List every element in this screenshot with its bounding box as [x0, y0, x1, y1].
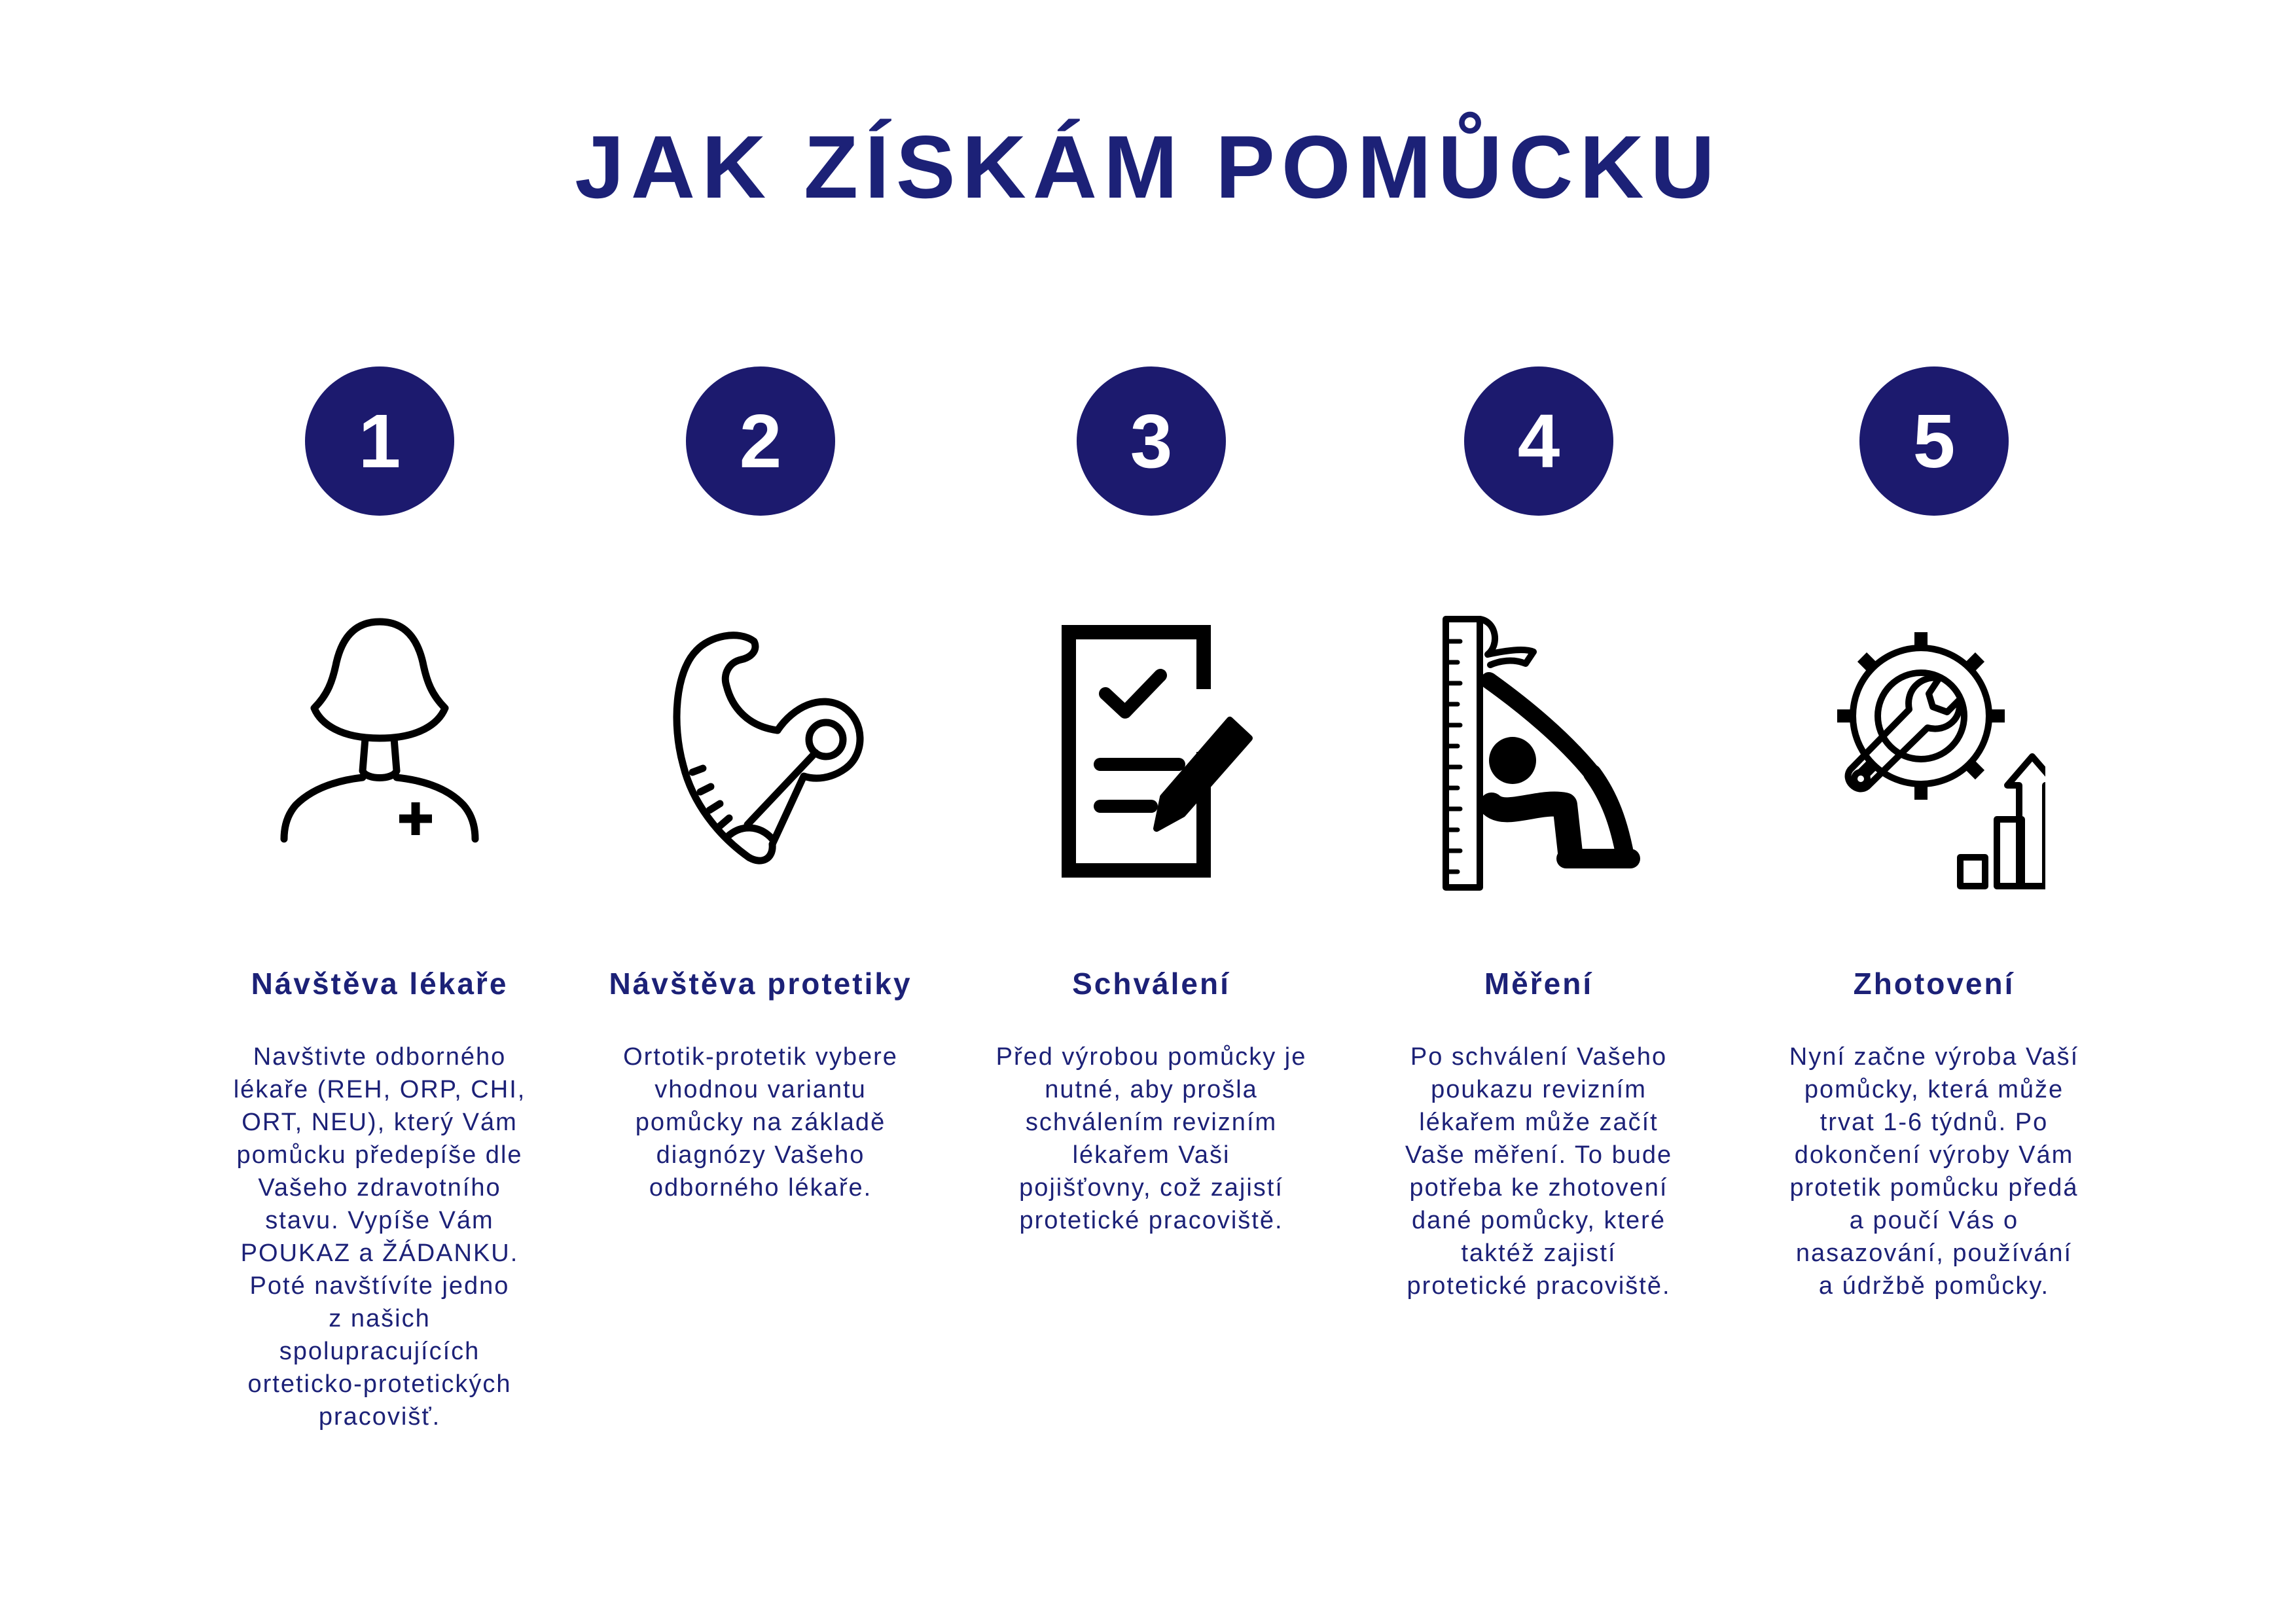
page-title: JAK ZÍSKÁM POMŮCKU: [575, 117, 1721, 217]
step-2: [564, 0, 957, 1623]
step-1: [183, 0, 576, 1623]
step-description: Po schválení Vašeho poukazu revizním lékařem může začít Vaše měření. To bude potřeba ke zhotovení dané pomůcky, které taktéž zajistí protetické pracoviště.: [1405, 1043, 1673, 1300]
step-description: Nyní začne výroba Vaší pomůcky, která může trvat 1-6 týdnů. Po dokončení výroby Vám protetik pomůcku předá a poučí Vás o nasazování, používání a údržbě pomůcky.: [1789, 1043, 2079, 1300]
step-heading: Návštěva protetiky: [609, 967, 912, 1001]
step-number-badge: 5: [1859, 366, 2009, 516]
step-5: [1738, 0, 2130, 1623]
step-number-badge: 1: [305, 366, 454, 516]
step-heading: Návštěva lékaře: [251, 967, 509, 1001]
step-number-badge: 4: [1464, 366, 1613, 516]
step-description: Navštivte odborného lékaře (REH, ORP, CHI, ORT, NEU), který Vám pomůcku předepíše dle Vašeho zdravotního stavu. Vypíše Vám POUKAZ a ŽÁDANKU. Poté navštívíte jedno z našich spolupracujících orteticko-protetických pracovišť.: [233, 1043, 526, 1431]
step-description: Před výrobou pomůcky je nutné, aby prošla schválením revizním lékařem Vaši pojišťovny, což zajistí protetické pracoviště.: [996, 1043, 1307, 1234]
prosthetic-arm-icon: [649, 609, 872, 897]
step-heading: Schválení: [1072, 967, 1230, 1001]
measuring-icon: [1427, 609, 1650, 897]
doctor-icon: [268, 609, 491, 897]
checklist-approval-icon: [1040, 609, 1263, 897]
step-4: [1342, 0, 1735, 1623]
step-3: [955, 0, 1348, 1623]
step-heading: Zhotovení: [1853, 967, 2015, 1001]
step-heading: Měření: [1484, 967, 1594, 1001]
gear-wrench-growth-icon: [1823, 609, 2045, 897]
step-number-badge: 2: [686, 366, 835, 516]
step-description: Ortotik-protetik vybere vhodnou variantu pomůcky na základě diagnózy Vašeho odborného lékaře.: [623, 1043, 898, 1202]
step-number-badge: 3: [1077, 366, 1226, 516]
